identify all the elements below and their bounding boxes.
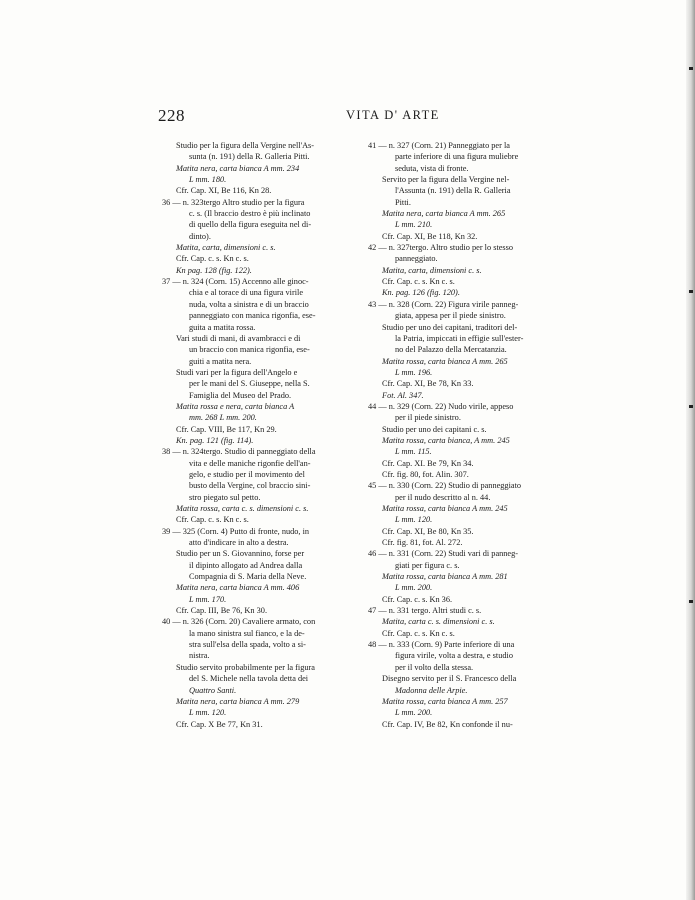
text-line: Cfr. Cap. c. s. Kn c. s. [176, 254, 249, 264]
text-line: Matita rossa, carta c. s. dimensioni c. s. [176, 504, 309, 513]
text-line: busto della Vergine, col braccio sini- [189, 481, 311, 491]
text-line: gelo, e studio per il movimento del [189, 469, 305, 479]
text-line: Matita nera, carta bianca A mm. 265 [382, 209, 506, 219]
text-line: stro piegato sul petto. [189, 492, 261, 502]
text-line: Cfr. Cap. XI, Be 78, Kn 33. [382, 379, 474, 389]
text-line: Studio per uno dei capitani c. s. [382, 424, 487, 434]
text-line: Cfr. Cap. XI, Be 118, Kn 32. [382, 231, 478, 241]
text-line: Studio per un S. Giovannino, forse per [176, 549, 305, 559]
catalog-entry-line: 41 — n. 327 (Corn. 21) Panneggiato per la [368, 141, 510, 150]
text-line: Cfr. Cap. XI, Be 116, Kn 28. [176, 186, 272, 196]
text-line: per il volto della stessa. [395, 662, 474, 672]
catalog-entry-line: 36 — n. 323tergo Altro studio per la figura [162, 197, 305, 207]
text-line: per le mani del S. Giuseppe, nella S. [189, 379, 310, 389]
text-line: per il piede sinistro. [395, 413, 461, 423]
text-line: Matita rossa, carta bianca A mm. 265 [382, 356, 508, 366]
text-line: Studio per uno dei capitani, traditori del- [382, 322, 518, 332]
text-line: guiti a matita nera. [189, 356, 252, 366]
catalog-entry-line: 47 — n. 331 tergo. Altri studi c. s. [368, 606, 482, 616]
text-line: nistra. [189, 651, 210, 661]
text-line: Studio servito probabilmente per la figura [176, 662, 315, 672]
text-line: L mm. 120. [395, 515, 433, 525]
text-line: Kn. pag. 126 (fig. 120). [382, 288, 460, 298]
text-line: Matita nera, carta bianca A mm. 406 [176, 583, 300, 593]
text-line: un braccio con manica rigonfia, ese- [189, 345, 310, 355]
text-line: Disegno servito per il S. Francesco della [382, 674, 517, 684]
page-edge-shadow [686, 0, 695, 900]
text-line: L mm. 196. [395, 367, 433, 377]
text-line: L mm. 170. [189, 594, 227, 604]
text-line: nuda, volta a sinistra e di un braccio [189, 299, 309, 309]
page-number: 228 [158, 106, 185, 125]
text-line: il dipinto allogato ad Andrea dalla [189, 560, 303, 570]
text-line: Cfr. Cap. c. s. Kn c. s. [382, 277, 455, 287]
text-line: Cfr. Cap. XI. Be 79, Kn 34. [382, 458, 474, 468]
text-line: guita a matita rossa. [189, 322, 256, 332]
text-line: L mm. 200. [395, 583, 433, 593]
text-line: Matita nera, carta bianca A mm. 279 [176, 696, 300, 706]
text-line: Cfr. Cap. XI, Be 80, Kn 35. [382, 526, 474, 536]
text-line: L mm. 210. [395, 220, 433, 230]
text-line: l'Assunta (n. 191) della R. Galleria [395, 186, 511, 196]
text-line: Cfr. Cap. III, Be 76, Kn 30. [176, 606, 268, 616]
edge-mark [689, 600, 693, 603]
text-line: panneggiato. [395, 254, 438, 264]
text-line: atto d'indicare in alto a destra. [189, 538, 289, 548]
catalog-entry-line: 40 — n. 326 (Corn. 20) Cavaliere armato, con [162, 617, 316, 627]
text-line: Famiglia del Museo del Prado. [189, 390, 292, 400]
text-line: Cfr. Cap. IV, Be 82, Kn confonde il nu- [382, 719, 513, 729]
text-line: del S. Michele nella tavola detta dei [189, 674, 309, 684]
text-line: Matita rossa, carta bianca, A mm. 245 [382, 435, 510, 445]
text-line: Kn pag. 128 (fig. 122). [176, 265, 252, 275]
text-line: Matita rossa, carta bianca A mm. 245 [382, 504, 508, 513]
text-line: c. s. (Il braccio destro è più inclinato [189, 209, 311, 219]
text-line: parte inferiore di una figura muliebre [395, 152, 519, 162]
catalog-entry-line: 43 — n. 328 (Corn. 22) Figura virile panneg- [368, 299, 519, 309]
text-line: mm. 268 L mm. 200. [189, 413, 257, 423]
text-line: chia e al torace di una figura virile [189, 288, 304, 298]
edge-mark [689, 405, 693, 408]
text-line: dinto). [189, 231, 211, 241]
text-line: panneggiato con manica rigonfia, ese- [189, 311, 316, 321]
text-line: Studio per la figura della Vergine nell'As- [176, 141, 315, 150]
text-line: Matita rossa, carta bianca A mm. 281 [382, 572, 508, 582]
text-line: L mm. 200. [395, 708, 433, 718]
text-line: L mm. 115. [395, 447, 432, 457]
text-line: vita e delle maniche rigonfie dell'an- [189, 458, 311, 468]
catalog-entry-line: 42 — n. 327tergo. Altro studio per lo stesso [368, 243, 514, 253]
text-line: Matita nera, carta bianca A mm. 234 [176, 163, 300, 173]
text-line: Madonna delle Arpie. [395, 685, 468, 695]
catalog-entry-line: 46 — n. 331 (Corn. 22) Studi vari di panneg- [368, 549, 519, 559]
text-line: per il nudo descritto al n. 44. [395, 492, 491, 502]
text-line: Cfr. Cap. c. s. Kn c. s. [176, 515, 249, 525]
text-line: Cfr. Cap. c. s. Kn c. s. [382, 628, 455, 638]
text-line: L mm. 120. [189, 708, 227, 718]
text-line: sunta (n. 191) della R. Galleria Pitti. [189, 152, 310, 162]
text-line: la mano sinistra sul fianco, e la de- [189, 628, 305, 638]
text-line: Matita rossa e nera, carta bianca A [176, 401, 295, 411]
text-line: figura virile, volta a destra, e studio [395, 651, 513, 661]
text-line: la Patria, impiccati in effigie sull'ester- [395, 333, 524, 343]
edge-mark [689, 290, 693, 293]
text-line: stra sull'elsa della spada, volto a si- [189, 640, 306, 650]
text-line: Vari studi di mani, di avambracci e di [176, 333, 301, 343]
catalog-entry-line: 38 — n. 324tergo. Studio di panneggiato della [162, 447, 316, 457]
running-title: VITA D' ARTE [346, 108, 440, 122]
text-line: Cfr. fig. 81, fot. Al. 272. [382, 538, 463, 548]
text-line: Matita, carta, dimensioni c. s. [176, 243, 276, 253]
text-line: giati per figura c. s. [395, 560, 460, 570]
catalog-entry-line: 48 — n. 333 (Corn. 9) Parte inferiore di una [368, 640, 515, 650]
text-line: di quello della figura eseguita nel di- [189, 220, 312, 230]
text-line: Kn. pag. 121 (fig. 114). [176, 435, 254, 445]
text-line: Cfr. Cap. c. s. Kn 36. [382, 594, 453, 604]
text-line: Compagnia di S. Maria della Neve. [189, 572, 307, 582]
left-column [162, 140, 372, 730]
text-line: Matita, carta c. s. dimensioni c. s. [382, 617, 495, 627]
text-line: Cfr. fig. 80, fot. Alin. 307. [382, 469, 469, 479]
text-line: Pitti. [395, 197, 411, 207]
text-line: Servito per la figura della Vergine nel- [382, 175, 510, 185]
text-line: seduta, vista di fronte. [395, 163, 469, 173]
text-line: L mm. 180. [189, 175, 227, 185]
right-column [368, 140, 578, 730]
text-line: Quattro Santi. [189, 685, 237, 695]
catalog-entry-line: 45 — n. 330 (Corn. 22) Studio di panneggiato [368, 481, 522, 491]
text-line: Fot. Al. 347. [382, 390, 424, 400]
text-line: giata, appesa per il piede sinistro. [395, 311, 506, 321]
catalog-entry-line: 39 — 325 (Corn. 4) Putto di fronte, nudo, in [162, 526, 310, 536]
text-line: Matita, carta, dimensioni c. s. [382, 265, 482, 275]
text-line: Cfr. Cap. X Be 77, Kn 31. [176, 719, 263, 729]
catalog-entry-line: 37 — n. 324 (Corn. 15) Accenno alle ginoc- [162, 277, 309, 287]
edge-mark [689, 67, 693, 70]
text-line: no del Palazzo della Mercatanzia. [395, 345, 507, 355]
catalog-entry-line: 44 — n. 329 (Corn. 22) Nudo virile, appeso [368, 401, 514, 411]
text-line: Cfr. Cap. VIII, Be 117, Kn 29. [176, 424, 277, 434]
text-line: Studi vari per la figura dell'Angelo e [176, 367, 298, 377]
text-line: Matita rossa, carta bianca A mm. 257 [382, 696, 508, 706]
